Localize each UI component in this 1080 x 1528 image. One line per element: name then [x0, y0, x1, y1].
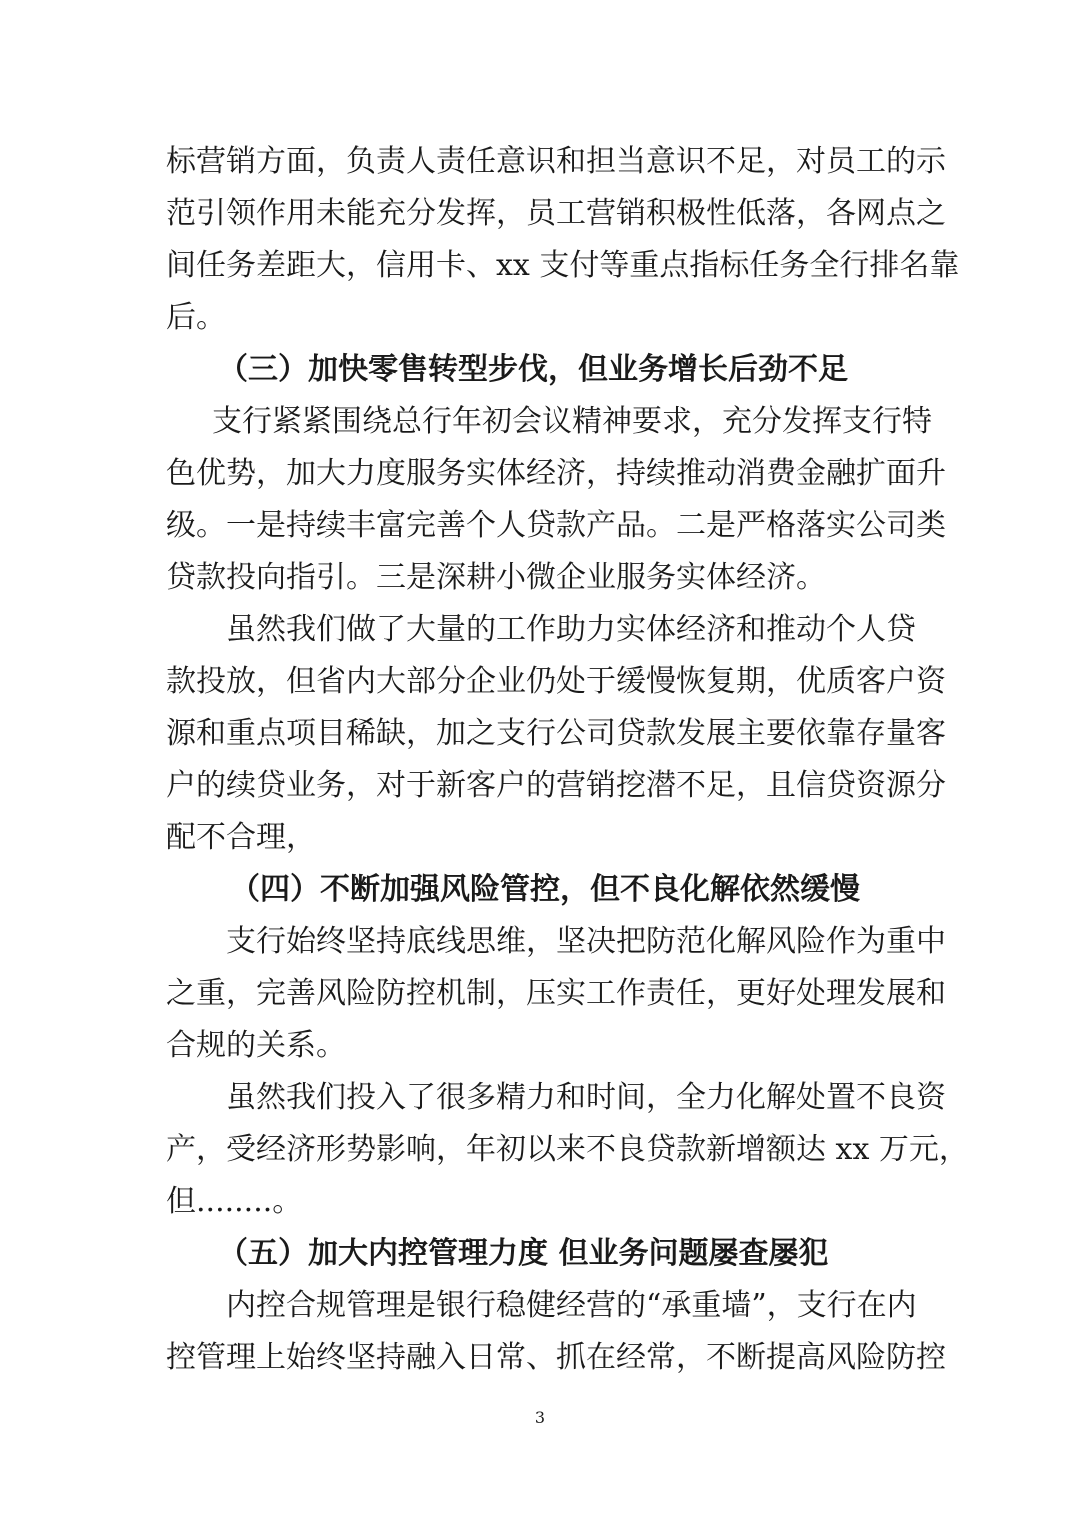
paragraph-line: 控管理上始终坚持融入日常、抓在经常，不断提高风险防控 [166, 1340, 946, 1375]
paragraph-line: 虽然我们做了大量的工作助力实体经济和推动个人贷 [226, 612, 916, 647]
page-number: 3 [534, 1408, 546, 1427]
paragraph-line: 标营销方面，负责人责任意识和担当意识不足，对员工的示 [166, 144, 946, 179]
paragraph-line: 间任务差距大，信用卡、xx 支付等重点指标任务全行排名靠 [166, 248, 960, 283]
section-heading-3: （三）加快零售转型步伐，但业务增长后劲不足 [218, 352, 848, 387]
paragraph-line: 贷款投向指引。三是深耕小微企业服务实体经济。 [166, 560, 826, 595]
paragraph-line: 级。一是持续丰富完善个人贷款产品。二是严格落实公司类 [166, 508, 946, 543]
paragraph-line: 后。 [166, 300, 226, 335]
paragraph-line: 款投放，但省内大部分企业仍处于缓慢恢复期，优质客户资 [166, 664, 946, 699]
paragraph-line: 内控合规管理是银行稳健经营的“承重墙”，支行在内 [226, 1288, 917, 1323]
paragraph-line: 范引领作用未能充分发挥，员工营销积极性低落，各网点之 [166, 196, 946, 231]
paragraph-line: 源和重点项目稀缺，加之支行公司贷款发展主要依靠存量客 [166, 716, 946, 751]
paragraph-line: 支行紧紧围绕总行年初会议精神要求，充分发挥支行特 [212, 404, 932, 439]
paragraph-line: 合规的关系。 [166, 1028, 346, 1063]
section-heading-5: （五）加大内控管理力度 但业务问题屡查屡犯 [218, 1236, 829, 1271]
paragraph-line: 虽然我们投入了很多精力和时间，全力化解处置不良资 [226, 1080, 946, 1115]
paragraph-line: 配不合理， [166, 820, 316, 855]
paragraph-line: 但........。 [166, 1184, 303, 1219]
paragraph-line: 支行始终坚持底线思维，坚决把防范化解风险作为重中 [226, 924, 946, 959]
paragraph-line: 色优势，加大力度服务实体经济，持续推动消费金融扩面升 [166, 456, 946, 491]
paragraph-line: 之重，完善风险防控机制，压实工作责任，更好处理发展和 [166, 976, 946, 1011]
section-heading-4: （四）不断加强风险管控，但不良化解依然缓慢 [230, 872, 860, 907]
paragraph-line: 户的续贷业务，对于新客户的营销挖潜不足，且信贷资源分 [166, 768, 946, 803]
paragraph-line: 产，受经济形势影响，年初以来不良贷款新增额达 xx 万元， [166, 1132, 969, 1167]
